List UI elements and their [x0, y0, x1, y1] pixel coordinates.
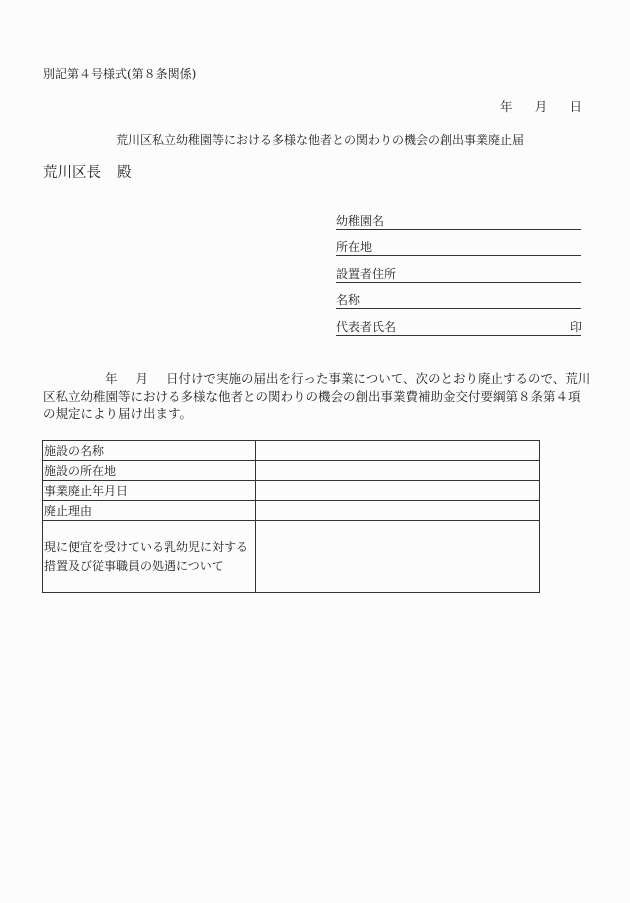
submission-date: [500, 99, 582, 115]
location-label: 所在地: [336, 240, 373, 254]
abolition-reason-label: 廃止理由: [43, 501, 256, 521]
founder-address-field[interactable]: [336, 256, 581, 283]
abolition-reason-value[interactable]: [256, 501, 540, 521]
table-row: [43, 461, 540, 481]
children-staff-measures-label-line-1: 現に便宜を受けている乳幼児に対する: [44, 539, 249, 554]
date-day-label: 日: [569, 99, 582, 114]
organization-name-label: 名称: [336, 293, 361, 307]
facility-info-table: [42, 440, 540, 593]
notice-month: 月: [135, 371, 149, 386]
table-row: [43, 521, 540, 593]
organization-name-field[interactable]: [336, 283, 581, 310]
children-staff-measures-label: [43, 521, 256, 593]
facility-location-value[interactable]: [256, 461, 540, 481]
date-year-label: 年: [500, 99, 513, 114]
kindergarten-name-label: 幼稚園名: [336, 213, 385, 228]
table-row: [43, 441, 540, 461]
representative-name-label: 代表者氏名: [336, 319, 397, 334]
addressee: [43, 164, 132, 182]
facility-name-label: 施設の名称: [43, 441, 256, 461]
notice-line-3: の規定により届け出ます。: [43, 406, 193, 421]
applicant-info: [336, 203, 581, 336]
date-month-label: 月: [534, 99, 548, 114]
founder-address-label: 設置者住所: [336, 266, 397, 281]
notice-body: [43, 370, 591, 423]
addressee-honorific: 殿: [117, 165, 132, 181]
notice-line-1: [43, 370, 591, 388]
notice-line-2: 区私立幼稚園等における多様な他者との関わりの機会の創出事業費補助金交付要綱第８条第４項: [43, 388, 581, 404]
abolition-date-value[interactable]: [256, 481, 540, 501]
representative-name-field[interactable]: [336, 309, 581, 336]
abolition-date-label: 事業廃止年月日: [43, 481, 256, 501]
kindergarten-name-field[interactable]: [336, 203, 581, 230]
seal-mark: 印: [569, 319, 582, 334]
form-number: 別記第４号様式(第８条関係): [43, 67, 197, 81]
facility-name-value[interactable]: [256, 441, 540, 461]
facility-location-label: 施設の所在地: [43, 461, 256, 481]
table-row: [43, 501, 540, 521]
addressee-name: 荒川区長: [43, 165, 101, 181]
notice-line-1-text: 日付けで実施の届出を行った事業について、次のとおり廃止するので、荒川: [166, 371, 591, 386]
children-staff-measures-value[interactable]: [256, 521, 540, 593]
children-staff-measures-label-line-2: 措置及び従事職員の処遇について: [44, 558, 224, 573]
document-title: 荒川区私立幼稚園等における多様な他者との関わりの機会の創出事業廃止届: [115, 133, 524, 147]
notice-year: 年: [105, 371, 118, 386]
location-field[interactable]: [336, 230, 581, 257]
table-row: [43, 481, 540, 501]
